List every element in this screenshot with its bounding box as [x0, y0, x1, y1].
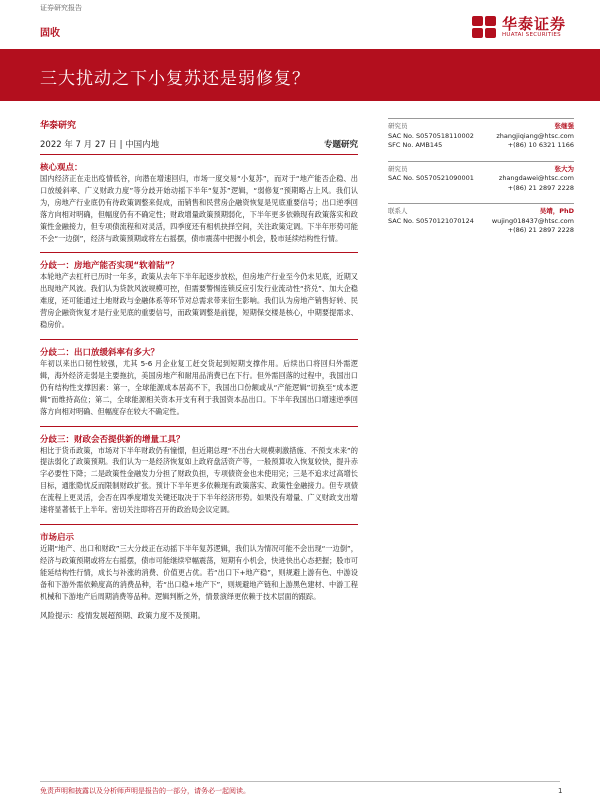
main-column [40, 118, 358, 621]
core-view-block [40, 154, 358, 244]
analyst-phone: +(86) 21 2897 2228 [507, 226, 574, 234]
logo-en: HUATAI SECURITIES [502, 32, 561, 38]
analyst-sac: SAC No. S0570518110002 [388, 131, 474, 140]
analyst-column [388, 118, 574, 246]
logo-cn: 华泰证券 [502, 15, 567, 33]
analyst-card [388, 118, 574, 151]
section-heading: 分歧一：房地产能否实现“软着陆”？ [40, 261, 179, 272]
analyst-phone: +(86) 21 2897 2228 [507, 183, 574, 192]
analyst-role: 研究员 [388, 164, 408, 173]
section-text: 相比于货币政策，市场对下半年财政仍有憧憬，但近期总理“不出台大规模刺激措施、不预支未来”的提法弱化了政策预期。我们认为一是经济恢复如上政府盘活资产等，一般预算收入恢复较快，提升赤字必要性下降；二是政策性金融发力分担了财政负担，专项债资金也未使用完；三是不追求过高增长目标，通胀隐忧反而限制财政扩张。预计下半年更多依赖现有政策落实、政策性金融接力。但专项债在流程上更灵活，会否在四季度增发关键还取决于下半年经济形势。如果没有增量、广义财政支出增速将显著低于上半年。密切关注即将召开的政治局会议定调。 [40, 445, 358, 515]
section-block [40, 426, 358, 516]
meta-row [40, 138, 358, 154]
analyst-card [388, 203, 574, 236]
section-block [40, 339, 358, 418]
section-text: 近期“地产、出口和财政”三大分歧正在动摇下半年复苏逻辑，我们认为情况可能不会出现“一边倒”，经济与政策预期或将左右摇摆，债市可能继续窄幅震荡，短期有小机会，快进快出心态把握；股市可能延结构性行情，成长与补涨的消费、价值更占优。若“出口下+地产稳”，则规避上游有色、中游设备和下游外需依赖度高的消费品种，若“出口稳+地产下”，则规避地产链和上游黑色建材、中游工程机械和下游地产后周期消费等品种。逻辑判断之外，情景演绎更依赖于技术层面的跟踪。 [40, 543, 358, 601]
analyst-email[interactable]: zhangjiqiang@htsc.com [496, 131, 574, 140]
analyst-phone: +(86) 10 6321 1166 [507, 141, 574, 149]
section-block [40, 252, 358, 331]
section-text: 年初以来出口韧性较强，尤其 5-6 月企业复工赶交货起到短期支撑作用。后续出口将回归外需逻辑，海外经济走弱是主要拖抗，美国房地产和耐用品消费已在下行。但外需回落的过程中，我国出口仍有结构性支撑因素：第一，全球能源成本居高不下，我国出口份额或从“产能逻辑”切换至“成本逻辑”而维持高位；第二，全球能源相关资本开支有利于我国资本品出口。下半年我国出口增速逆季回落方向相对明确、但幅度存在较大不确定性。 [40, 358, 358, 416]
analyst-name: 吴靖，PhD [539, 207, 574, 215]
analyst-sac: SAC No. S0570121070124 [388, 216, 474, 225]
section-label: 固收 [40, 28, 60, 39]
analyst-sac: SAC No. S0570521090001 [388, 174, 474, 182]
risk-note: 风险提示：疫情发展超预期、政策力度不及预期。 [40, 611, 205, 621]
section-heading: 市场启示 [40, 532, 75, 543]
core-view-text: 国内经济正在走出疫情低谷，向潜在增速回归，市场一度交易“小复苏”，而对于“地产能否企稳、出口放缓斜率、广义财政力度”等分歧开始动摇下半年“复苏”逻辑，“弱修复”预期略占上风。我们认为，房地产行业底仍有待政策调整来促成，而销售和民营房企融资恢复是见底重要信号；出口逆季回落方向相对明确，但幅度仍有不确定性；财政增量政策预期弱化，下半年更多依赖现有政策落实和政策性金融接力，但专项债流程和对灵活，四季度还有相机抉择空间，关注政策定调。下半年形势可能不会“一边倒”，经济与政策预期或将左右摇摆，债市震荡中把握小机会，股市延续结构性行情。 [40, 174, 358, 243]
logo-mark-icon [472, 16, 498, 38]
page-number: 1 [558, 787, 563, 795]
analyst-card [388, 161, 574, 194]
analyst-email[interactable]: zhangdawei@htsc.com [498, 174, 574, 182]
section-text: 本轮地产去杠杆已历时一年多，政策从去年下半年起逐步放松，但房地产行业至今仍未见底，近期又出现地产风波。我们认为贷款风波规模可控，但需要警惕连锁反应引发行业流动性“挤兑”、加大企稳难度，还可能通过土地财政与金融体系等环节对总需求带来衍生影响。我们认为房地产销售好转、民营房企融资恢复才是行业见底的重要信号，而政策调整是前提，短期保交楼是核心，中期要提需求、稳房价。 [40, 272, 358, 330]
analyst-sfc: SFC No. AMB145 [388, 141, 443, 149]
brand-logo [472, 16, 566, 38]
doc-type-label: 证券研究报告 [40, 4, 82, 12]
analyst-role: 研究员 [388, 122, 408, 130]
team-name: 华泰研究 [40, 121, 77, 131]
section-heading: 分歧三：财政会否提供新的增量工具？ [40, 434, 185, 445]
report-type: 专题研究 [323, 140, 358, 150]
date-region: 2022 年 7 月 27 日 | 中国内地 [40, 140, 160, 150]
footer-disclaimer: 免责声明和披露以及分析师声明是报告的一部分，请务必一起阅读。 [40, 781, 560, 796]
analyst-name: 张大为 [554, 164, 574, 173]
section-block [40, 524, 358, 603]
report-title: 三大扰动之下小复苏还是弱修复？ [40, 69, 310, 89]
analyst-name: 张继强 [554, 122, 574, 130]
analyst-email[interactable]: wujing018437@htsc.com [491, 216, 574, 225]
core-view-heading: 核心观点： [40, 163, 83, 173]
analyst-role: 联系人 [388, 207, 408, 215]
section-heading: 分歧二：出口放缓斜率有多大？ [40, 347, 160, 358]
